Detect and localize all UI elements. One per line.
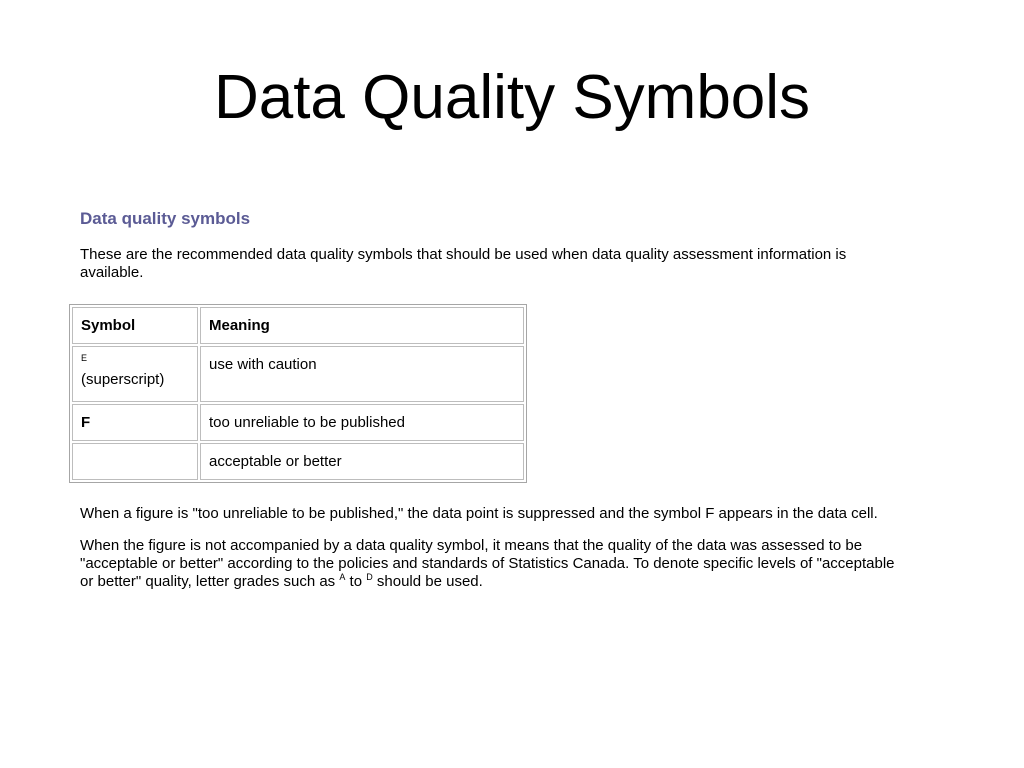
note-text-part2: to xyxy=(345,573,367,590)
symbol-cell xyxy=(72,346,198,402)
table-row xyxy=(72,346,524,402)
symbol-superscript: E xyxy=(81,353,88,363)
symbols-table xyxy=(69,304,527,483)
symbol-cell: F xyxy=(72,404,198,441)
meaning-cell: use with caution xyxy=(200,346,524,402)
meaning-cell: too unreliable to be published xyxy=(200,404,524,441)
symbol-cell xyxy=(72,443,198,480)
note-acceptable xyxy=(80,537,910,591)
note-text-part1: When the figure is not accompanied by a data quality symbol, it means that the quality of the data was assessed to be "acceptable or better" according to the policies and standards of Statistics Canada. To denote specific levels of "acceptable or better" quality, letter grades such as xyxy=(80,537,895,590)
table-header-row xyxy=(72,307,524,344)
intro-paragraph: These are the recommended data quality symbols that should be used when data quality assessment information is available. xyxy=(80,246,847,281)
note-suppressed: When a figure is "too unreliable to be published," the data point is suppressed and the symbol F appears in the data cell. xyxy=(80,505,878,522)
document-content xyxy=(80,208,910,591)
grade-a-superscript: A xyxy=(339,572,346,582)
section-heading: Data quality symbols xyxy=(80,209,251,228)
meaning-cell: acceptable or better xyxy=(200,443,524,480)
grade-d-superscript: D xyxy=(366,572,373,582)
table-row xyxy=(72,404,524,441)
table-row xyxy=(72,443,524,480)
header-symbol: Symbol xyxy=(72,307,198,344)
symbol-note: (superscript) xyxy=(81,371,165,388)
note-text-part3: should be used. xyxy=(372,573,483,590)
header-meaning: Meaning xyxy=(200,307,524,344)
slide-title: Data Quality Symbols xyxy=(213,63,811,132)
